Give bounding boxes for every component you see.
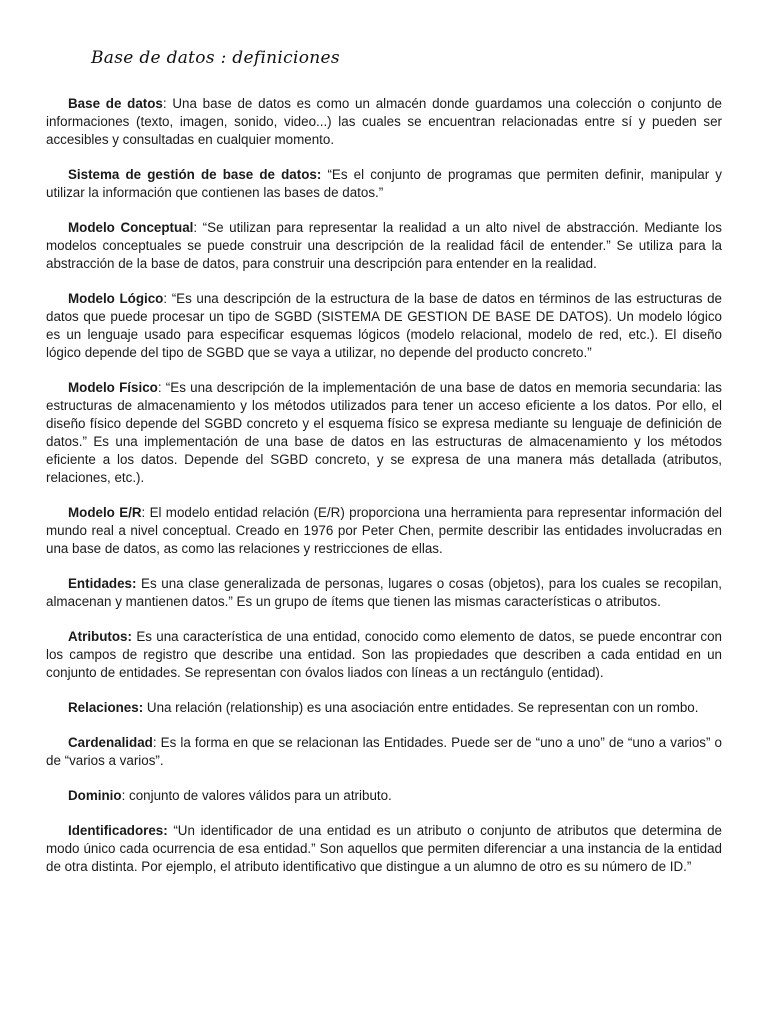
definition-entidades: Es una clase generalizada de personas, lugares o cosas (objetos), para los cuales se recopilan, almacenan y mantienen datos.” Es un grupo de ítems que tienen las mismas características o atributos. (46, 576, 722, 609)
term-entidades: Entidades: (68, 576, 137, 591)
paragraph-relaciones (46, 699, 722, 717)
paragraph-modelo-logico (46, 290, 722, 362)
paragraph-modelo-conceptual (46, 219, 722, 273)
definition-relaciones: Una relación (relationship) es una asociación entre entidades. Se representan con un rombo. (143, 700, 699, 715)
paragraph-dominio (46, 787, 722, 805)
term-modelo-logico: Modelo Lógico (68, 291, 164, 306)
term-modelo-fisico: Modelo Físico (68, 380, 158, 395)
definition-modelo-logico: : “Es una descripción de la estructura de la base de datos en términos de las estructuras de datos que puede procesar un tipo de SGBD (SISTEMA DE GESTION DE BASE DE DATOS). Un modelo lógico es un lenguaje usado para especificar esquemas lógicos (modelo relacional, modelo de red, etc.). El diseño lógico depende del tipo de SGBD que se vaya a utilizar, no depende del producto concreto.” (46, 291, 723, 360)
definition-cardenalidad: : Es la forma en que se relacionan las Entidades. Puede ser de “uno a uno” de “uno a varios” o de “varios a varios”. (46, 735, 722, 768)
definition-modelo-conceptual: : “Se utilizan para representar la realidad a un alto nivel de abstracción. Mediante los modelos conceptuales se puede construir una descripción de la realidad fácil de entender.” Se utiliza para la abstracción de la base de datos, para construir una descripción para entender en la realidad. (46, 220, 723, 271)
paragraph-base-de-datos (46, 95, 722, 149)
paragraph-sgbd (46, 166, 722, 202)
definition-modelo-er: : El modelo entidad relación (E/R) proporciona una herramienta para representar información del mundo real a nivel conceptual. Creado en 1976 por Peter Chen, permite describir las entidades involucradas en una base de datos, as como las relaciones y restricciones de ellas. (46, 505, 722, 556)
term-modelo-conceptual: Modelo Conceptual (68, 220, 194, 235)
document-title: Base de datos : definiciones (91, 48, 340, 68)
term-atributos: Atributos: (68, 629, 132, 644)
definition-sgbd: “Es el conjunto de programas que permiten definir, manipular y utilizar la información que contienen las bases de datos.” (46, 167, 722, 200)
term-cardenalidad: Cardenalidad (68, 735, 153, 750)
definition-base-de-datos: : Una base de datos es como un almacén donde guardamos una colección o conjunto de informaciones (texto, imagen, sonido, video...) las cuales se encuentran relacionadas entre sí y pueden ser accesibles y consultadas en cualquier momento. (46, 96, 722, 147)
document-body (46, 95, 722, 893)
paragraph-identificadores (46, 822, 722, 876)
definition-modelo-fisico: : “Es una descripción de la implementación de una base de datos en memoria secundaria: las estructuras de almacenamiento y los métodos utilizados para tener un acceso eficiente a los datos. Por ello, el diseño físico depende del SGBD concreto y el esquema físico se expresa mediante su lenguaje de definición de datos.” Es una implementación de una base de datos en las estructuras de almacenamiento y los métodos eficiente a los datos. Depende del SGBD concreto, y se expresa de una manera más detallada (atributos, relaciones, etc.). (46, 380, 722, 485)
paragraph-atributos (46, 628, 722, 682)
term-identificadores: Identificadores: (68, 823, 168, 838)
definition-identificadores: “Un identificador de una entidad es un atributo o conjunto de atributos que determina de modo único cada ocurrencia de esa entidad.” Son aquellos que permiten diferenciar a una instancia de la entidad de otra distinta. Por ejemplo, el atributo identificativo que distingue a un alumno de otro es su número de ID.” (46, 823, 722, 874)
term-relaciones: Relaciones: (68, 700, 144, 715)
definition-dominio: : conjunto de valores válidos para un atributo. (121, 788, 392, 803)
term-modelo-er: Modelo E/R (68, 505, 142, 520)
term-dominio: Dominio (68, 788, 122, 803)
term-base-de-datos: Base de datos (68, 96, 163, 111)
paragraph-modelo-er (46, 504, 722, 558)
paragraph-entidades (46, 575, 722, 611)
paragraph-cardenalidad (46, 734, 722, 770)
paragraph-modelo-fisico (46, 379, 722, 487)
definition-atributos: Es una característica de una entidad, conocido como elemento de datos, se puede encontrar con los campos de registro que describe una entidad. Son las propiedades que describen a cada entidad en un conjunto de entidades. Se representan con óvalos liados con líneas a un rectángulo (entidad). (46, 629, 722, 680)
term-sgbd: Sistema de gestión de base de datos: (68, 167, 322, 182)
